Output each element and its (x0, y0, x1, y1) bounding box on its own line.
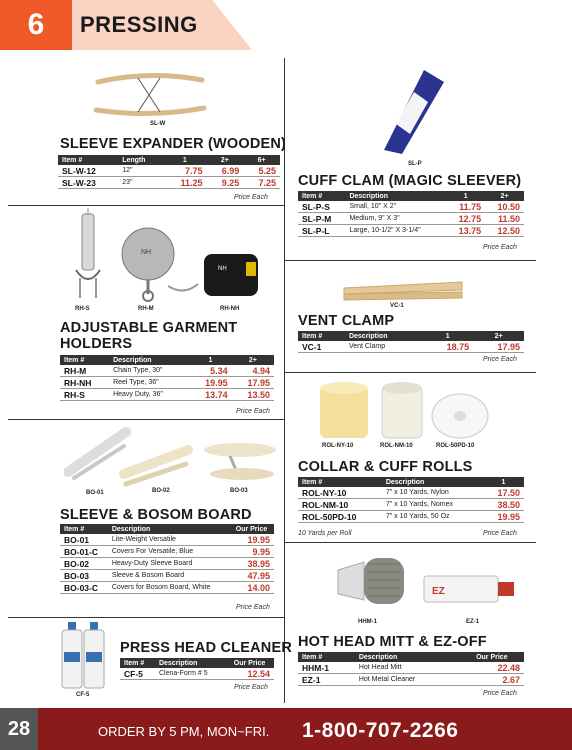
item-description: Hot Metal Cleaner (355, 674, 460, 686)
phone-number[interactable]: 1-800-707-2266 (302, 719, 459, 742)
col-item: Item # (298, 191, 345, 201)
item-description: Sleeve & Bosom Board (108, 570, 229, 582)
rh-m-caption: RH-M (138, 306, 154, 312)
table-row (298, 213, 524, 225)
price-each-note: Price Each (483, 690, 517, 697)
item-number: HHM-1 (298, 662, 355, 674)
item-number: BO-02 (60, 558, 108, 570)
price: 47.95 (229, 570, 274, 582)
item-number: SL-P-S (298, 201, 345, 213)
item-number: RH-S (60, 389, 109, 401)
price: 2.67 (460, 674, 524, 686)
table-row (298, 487, 524, 499)
price: 11.75 (446, 201, 485, 213)
price: 13.75 (446, 225, 485, 237)
cuff-clam-table (298, 191, 524, 237)
svg-text:NH: NH (218, 266, 227, 272)
price: 13.74 (189, 389, 231, 401)
section-divider (8, 419, 284, 420)
page-number: 28 (0, 708, 38, 750)
col-description: Description (345, 331, 422, 341)
rol-nm-10-roll-image (378, 380, 426, 442)
section-divider (284, 260, 536, 261)
table-row (298, 201, 524, 213)
col-description: Description (109, 355, 189, 365)
rh-nh-holder-image (168, 248, 264, 304)
price: 4.94 (232, 365, 274, 377)
sleeve-expander-image (90, 68, 210, 120)
price-each-note: Price Each (236, 408, 270, 415)
item-length: 12" (118, 165, 163, 177)
vent-clamp-table (298, 331, 524, 353)
item-number: ROL-NY-10 (298, 487, 382, 499)
item-description: Small, 10" X 2" (345, 201, 446, 213)
price: 38.95 (229, 558, 274, 570)
item-number: SL-P-M (298, 213, 345, 225)
rolls-note: 10 Yards per Roll (298, 530, 352, 537)
item-description: Covers for Bosom Board, White (108, 582, 229, 594)
table-row (60, 365, 274, 377)
table-row (58, 177, 280, 189)
price: 7.25 (243, 177, 280, 189)
press-head-table (120, 658, 274, 680)
item-number: RH-M (60, 365, 109, 377)
price-each-note: Price Each (234, 194, 268, 201)
price-each-note: Price Each (236, 604, 270, 611)
price: 12.54 (225, 668, 274, 680)
col-description: Description (355, 652, 460, 662)
item-description: Covers For Versatile, Blue (108, 546, 229, 558)
table-row (60, 570, 274, 582)
price: 11.50 (485, 213, 524, 225)
item-description: Vent Clamp (345, 341, 422, 353)
bo-03-board-image (196, 436, 280, 486)
bo-02-caption: BO-02 (152, 488, 170, 494)
price-each-note: Price Each (483, 530, 517, 537)
table-row (298, 674, 524, 686)
cf-5-bottles-image (60, 622, 110, 690)
footer-bar (0, 708, 572, 750)
price: 10.50 (485, 201, 524, 213)
table-row (60, 558, 274, 570)
col-item: Item # (58, 155, 118, 165)
col-description: Description (155, 658, 225, 668)
col-price-2: 2+ (473, 331, 524, 341)
item-number: BO-03 (60, 570, 108, 582)
col-description: Description (108, 524, 229, 534)
press-head-title: PRESS HEAD CLEANER (120, 640, 292, 656)
price: 5.34 (189, 365, 231, 377)
section-divider (284, 542, 536, 543)
item-description: Clena-Form # 5 (155, 668, 225, 680)
item-number: ROL-NM-10 (298, 499, 382, 511)
table-row (298, 662, 524, 674)
item-number: VC-1 (298, 341, 345, 353)
price: 38.50 (483, 499, 524, 511)
price: 19.95 (483, 511, 524, 523)
column-divider (284, 58, 285, 703)
col-description: Description (345, 191, 446, 201)
item-description: 7" x 10 Yards, 50 Oz (382, 511, 483, 523)
price: 19.95 (229, 534, 274, 546)
sleeve-expander-table (58, 155, 280, 189)
rol-nm-10-caption: ROL-NM-10 (380, 443, 413, 449)
collar-cuff-title: COLLAR & CUFF ROLLS (298, 459, 473, 475)
col-item: Item # (60, 524, 108, 534)
col-price-1: 1 (422, 331, 473, 341)
table-row (58, 165, 280, 177)
price-each-note: Price Each (234, 684, 268, 691)
price: 9.25 (206, 177, 243, 189)
collar-cuff-table (298, 477, 524, 523)
price-each-note: Price Each (483, 244, 517, 251)
garment-holders-title-line2: HOLDERS (60, 336, 133, 352)
bo-02-board-image (118, 440, 198, 488)
price: 17.95 (232, 377, 274, 389)
table-row (298, 499, 524, 511)
item-number: CF-5 (120, 668, 155, 680)
table-row (60, 389, 274, 401)
table-row (60, 546, 274, 558)
sleeve-bosom-title: SLEEVE & BOSOM BOARD (60, 507, 252, 523)
hhm-1-caption: HHM-1 (358, 619, 377, 625)
vent-clamp-title: VENT CLAMP (298, 313, 395, 329)
price: 22.48 (460, 662, 524, 674)
svg-text:NH: NH (141, 249, 152, 256)
cuff-clam-caption: SL-P (408, 161, 422, 167)
price: 12.75 (446, 213, 485, 225)
item-number: BO-01-C (60, 546, 108, 558)
hhm-1-mitt-image (336, 552, 408, 612)
table-row (298, 341, 524, 353)
item-number: RH-NH (60, 377, 109, 389)
price: 6.99 (206, 165, 243, 177)
price: 13.50 (232, 389, 274, 401)
table-row (298, 511, 524, 523)
price-each-note: Price Each (483, 356, 517, 363)
bo-01-caption: BO-01 (86, 490, 104, 496)
col-item: Item # (298, 331, 345, 341)
table-row (120, 668, 274, 680)
col-price-1: 1 (163, 155, 206, 165)
sleeve-expander-title: SLEEVE EXPANDER (WOODEN) (60, 136, 287, 152)
table-row (60, 377, 274, 389)
item-description: 7" x 10 Yards, Nylon (382, 487, 483, 499)
item-number: BO-01 (60, 534, 108, 546)
col-item: Item # (60, 355, 109, 365)
price: 5.25 (243, 165, 280, 177)
rh-s-holder-image (66, 208, 110, 302)
item-number: EZ-1 (298, 674, 355, 686)
col-item: Item # (298, 477, 382, 487)
price: 11.25 (163, 177, 206, 189)
hot-head-title: HOT HEAD MITT & EZ-OFF (298, 634, 487, 650)
col-price-1: 1 (189, 355, 231, 365)
item-description: Chain Type, 30" (109, 365, 189, 377)
svg-text:EZ: EZ (432, 586, 445, 597)
item-description: Medium, 9" X 3" (345, 213, 446, 225)
col-description: Description (382, 477, 483, 487)
sleeve-bosom-table (60, 524, 274, 594)
col-item: Item # (298, 652, 355, 662)
item-number: SL-W-23 (58, 177, 118, 189)
rol-ny-10-roll-image (316, 380, 372, 442)
garment-holders-title-line1: ADJUSTABLE GARMENT (60, 320, 238, 336)
col-price: Our Price (225, 658, 274, 668)
hot-head-table (298, 652, 524, 686)
price: 14.00 (229, 582, 274, 594)
page-title: PRESSING (80, 12, 198, 37)
col-price-2: 2+ (232, 355, 274, 365)
item-number: BO-03-C (60, 582, 108, 594)
item-description: Heavy Duty, 36" (109, 389, 189, 401)
item-number: ROL-50PD-10 (298, 511, 382, 523)
price: 17.95 (473, 341, 524, 353)
table-row (60, 582, 274, 594)
cuff-clam-title: CUFF CLAM (MAGIC SLEEVER) (298, 173, 522, 189)
item-description: Hot Head Mitt (355, 662, 460, 674)
section-number: 6 (0, 0, 72, 50)
col-price: Our Price (460, 652, 524, 662)
price: 17.50 (483, 487, 524, 499)
item-length: 23" (118, 177, 163, 189)
rol-ny-10-caption: ROL-NY-10 (322, 443, 354, 449)
col-price-1: 1 (483, 477, 524, 487)
table-row (60, 534, 274, 546)
sleeve-expander-caption: SL-W (150, 121, 166, 127)
rol-50pd-10-caption: ROL-50PD-10 (436, 443, 475, 449)
vent-clamp-image (340, 278, 466, 304)
ez-1-caption: EZ-1 (466, 619, 480, 625)
item-description: Large, 10-1/2" X 3-1/4" (345, 225, 446, 237)
bo-03-caption: BO-03 (230, 488, 248, 494)
col-price-3: 6+ (243, 155, 280, 165)
col-length: Length (118, 155, 163, 165)
garment-holders-title (60, 320, 237, 352)
item-description: 7" x 10 Yards, Nomex (382, 499, 483, 511)
item-description: Reel Type, 36" (109, 377, 189, 389)
section-divider (284, 372, 536, 373)
section-divider (8, 617, 284, 618)
price: 7.75 (163, 165, 206, 177)
col-item: Item # (120, 658, 155, 668)
col-price: Our Price (229, 524, 274, 534)
order-deadline-text: ORDER BY 5 PM, MON~FRI. (98, 724, 270, 739)
col-price-2: 2+ (485, 191, 524, 201)
price: 19.95 (189, 377, 231, 389)
price: 9.95 (229, 546, 274, 558)
rol-50pd-10-roll-image (430, 392, 490, 440)
item-number: SL-P-L (298, 225, 345, 237)
col-price-2: 2+ (206, 155, 243, 165)
vent-clamp-caption: VC-1 (390, 303, 404, 309)
item-description: Heavy-Duty Sleeve Board (108, 558, 229, 570)
col-price-1: 1 (446, 191, 485, 201)
price: 18.75 (422, 341, 473, 353)
item-number: SL-W-12 (58, 165, 118, 177)
rh-s-caption: RH-S (75, 306, 90, 312)
ez-1-tube-image (422, 570, 518, 610)
section-divider (8, 205, 284, 206)
price: 12.50 (485, 225, 524, 237)
cf-5-caption: CF-5 (76, 692, 90, 698)
table-row (298, 225, 524, 237)
rh-nh-caption: RH-NH (220, 306, 240, 312)
cuff-clam-image (374, 64, 454, 158)
garment-holders-table (60, 355, 274, 401)
item-description: Lite-Weight Versatile (108, 534, 229, 546)
